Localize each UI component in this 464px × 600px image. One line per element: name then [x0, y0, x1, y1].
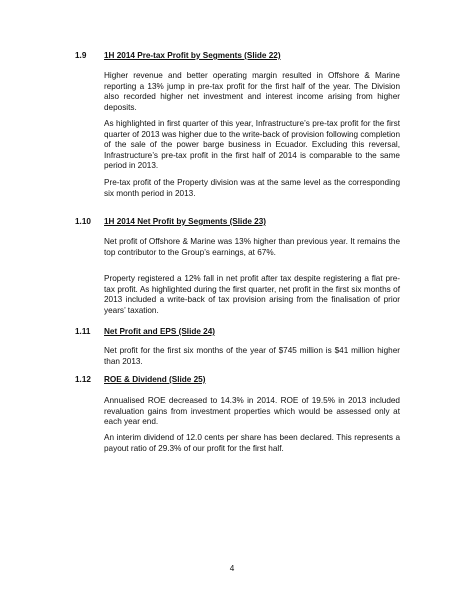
- paragraph: Pre-tax profit of the Property division was at the same level as the corresponding six month period in 2013.: [104, 178, 400, 198]
- paragraph: As highlighted in first quarter of this year, Infrastructure’s pre-tax profit for the first quarter of 2013 was higher due to the write-back of provision following completion of the sale of the power barge business in Ecuador. Excluding this reversal, Infrastructure’s pre-tax profit in the first half of 2014 is comparable to the same period in 2013.: [104, 119, 400, 171]
- section-heading: [0, 50, 464, 62]
- section-number: 1.10: [75, 217, 91, 226]
- paragraph: Net profit of Offshore & Marine was 13% higher than previous year. It remains the top contributor to the Group’s earnings, at 67%.: [104, 237, 400, 257]
- paragraph: An interim dividend of 12.0 cents per share has been declared. This represents a payout ratio of 29.3% of our profit for the first half.: [104, 433, 400, 453]
- section-1-11: [0, 326, 464, 366]
- section-number: 1.9: [75, 51, 87, 60]
- section-heading: [0, 326, 464, 338]
- section-number: 1.11: [75, 327, 91, 336]
- section-number: 1.12: [75, 375, 91, 384]
- section-title: ROE & Dividend (Slide 25): [104, 375, 206, 384]
- section-title: Net Profit and EPS (Slide 24): [104, 327, 216, 336]
- section-1-12: [0, 374, 464, 453]
- section-1-10: [0, 216, 464, 315]
- paragraph: Net profit for the first six months of the year of $745 million is $41 million higher than 2013.: [104, 346, 400, 366]
- paragraph: Property registered a 12% fall in net profit after tax despite registering a flat pre-tax profit. As highlighted during the first quarter, net profit in the first six months of 2013 included a write-back of tax provision arising from the finalisation of prior years’ taxation.: [104, 274, 400, 315]
- page-number: 4: [229, 564, 235, 573]
- section-title: 1H 2014 Pre-tax Profit by Segments (Slide 22): [104, 51, 281, 60]
- paragraph: Higher revenue and better operating margin resulted in Offshore & Marine reporting a 13% jump in pre-tax profit for the first half of the year. The Division also recorded higher net investment and interest income arising from higher deposits.: [104, 71, 400, 112]
- section-heading: [0, 216, 464, 228]
- paragraph: Annualised ROE decreased to 14.3% in 2014. ROE of 19.5% in 2013 included revaluation gains from investment properties which would be assessed only at each year end.: [104, 396, 400, 427]
- section-heading: [0, 374, 464, 386]
- section-title: 1H 2014 Net Profit by Segments (Slide 23): [104, 217, 266, 226]
- section-1-9: [0, 50, 464, 198]
